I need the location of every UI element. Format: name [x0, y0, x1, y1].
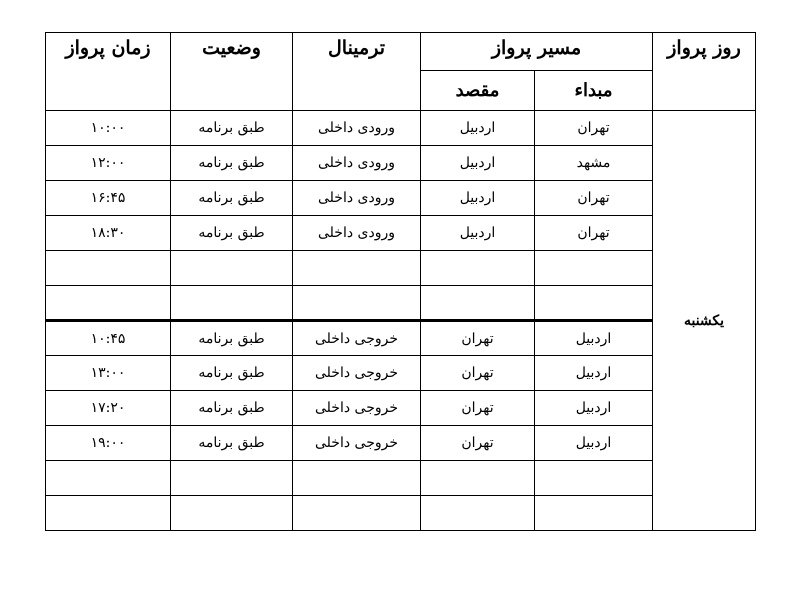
origin-cell: [535, 286, 653, 321]
time-cell: ۱۰:۴۵: [46, 321, 171, 356]
table-header: [46, 33, 756, 111]
destination-cell: [421, 496, 535, 531]
status-header: وضعیت: [171, 33, 293, 111]
terminal-cell: ورودی داخلی: [293, 181, 421, 216]
day-header: روز پرواز: [653, 33, 756, 111]
origin-cell: اردبیل: [535, 391, 653, 426]
destination-cell: تهران: [421, 356, 535, 391]
status-cell: طبق برنامه: [171, 111, 293, 146]
table-row: [46, 426, 756, 461]
time-cell: ۱۹:۰۰: [46, 426, 171, 461]
terminal-cell: [293, 496, 421, 531]
table-row: [46, 181, 756, 216]
time-cell: [46, 496, 171, 531]
origin-cell: تهران: [535, 216, 653, 251]
origin-cell: [535, 461, 653, 496]
time-cell: [46, 286, 171, 321]
time-cell: ۱۸:۳۰: [46, 216, 171, 251]
terminal-cell: خروجی داخلی: [293, 321, 421, 356]
destination-cell: تهران: [421, 321, 535, 356]
header-row-1: [46, 33, 756, 71]
time-header: زمان پرواز: [46, 33, 171, 111]
time-cell: [46, 461, 171, 496]
time-cell: ۱۲:۰۰: [46, 146, 171, 181]
time-cell: ۱۰:۰۰: [46, 111, 171, 146]
destination-cell: اردبیل: [421, 111, 535, 146]
time-cell: ۱۳:۰۰: [46, 356, 171, 391]
origin-cell: اردبیل: [535, 321, 653, 356]
status-cell: طبق برنامه: [171, 356, 293, 391]
terminal-cell: [293, 461, 421, 496]
terminal-cell: ورودی داخلی: [293, 111, 421, 146]
destination-cell: [421, 461, 535, 496]
table-body: [46, 111, 756, 531]
status-cell: طبق برنامه: [171, 146, 293, 181]
origin-cell: تهران: [535, 111, 653, 146]
terminal-cell: خروجی داخلی: [293, 426, 421, 461]
destination-cell: [421, 286, 535, 321]
terminal-cell: خروجی داخلی: [293, 356, 421, 391]
table-row: [46, 111, 756, 146]
status-cell: طبق برنامه: [171, 181, 293, 216]
terminal-cell: [293, 251, 421, 286]
time-cell: ۱۷:۲۰: [46, 391, 171, 426]
origin-cell: [535, 251, 653, 286]
route-header: مسیر پرواز: [421, 33, 653, 71]
destination-cell: [421, 251, 535, 286]
table-row: [46, 216, 756, 251]
table-row: [46, 356, 756, 391]
origin-cell: اردبیل: [535, 426, 653, 461]
destination-cell: اردبیل: [421, 181, 535, 216]
flight-schedule-table: [45, 32, 756, 531]
destination-cell: اردبیل: [421, 216, 535, 251]
day-cell: یکشنبه: [653, 111, 756, 531]
table-row: [46, 146, 756, 181]
table-row: [46, 321, 756, 356]
terminal-cell: خروجی داخلی: [293, 391, 421, 426]
terminal-cell: ورودی داخلی: [293, 146, 421, 181]
status-cell: [171, 496, 293, 531]
terminal-cell: ورودی داخلی: [293, 216, 421, 251]
status-cell: طبق برنامه: [171, 391, 293, 426]
destination-header: مقصد: [421, 71, 535, 111]
table-row: [46, 461, 756, 496]
table-row: [46, 496, 756, 531]
origin-cell: مشهد: [535, 146, 653, 181]
time-cell: [46, 251, 171, 286]
destination-cell: تهران: [421, 426, 535, 461]
table-row: [46, 391, 756, 426]
origin-cell: تهران: [535, 181, 653, 216]
origin-cell: اردبیل: [535, 356, 653, 391]
destination-cell: تهران: [421, 391, 535, 426]
table-row: [46, 251, 756, 286]
destination-cell: اردبیل: [421, 146, 535, 181]
status-cell: طبق برنامه: [171, 216, 293, 251]
table-row: [46, 286, 756, 321]
status-cell: طبق برنامه: [171, 426, 293, 461]
terminal-header: ترمینال: [293, 33, 421, 111]
status-cell: [171, 461, 293, 496]
time-cell: ۱۶:۴۵: [46, 181, 171, 216]
origin-header: مبداء: [535, 71, 653, 111]
status-cell: [171, 286, 293, 321]
status-cell: طبق برنامه: [171, 321, 293, 356]
status-cell: [171, 251, 293, 286]
origin-cell: [535, 496, 653, 531]
terminal-cell: [293, 286, 421, 321]
